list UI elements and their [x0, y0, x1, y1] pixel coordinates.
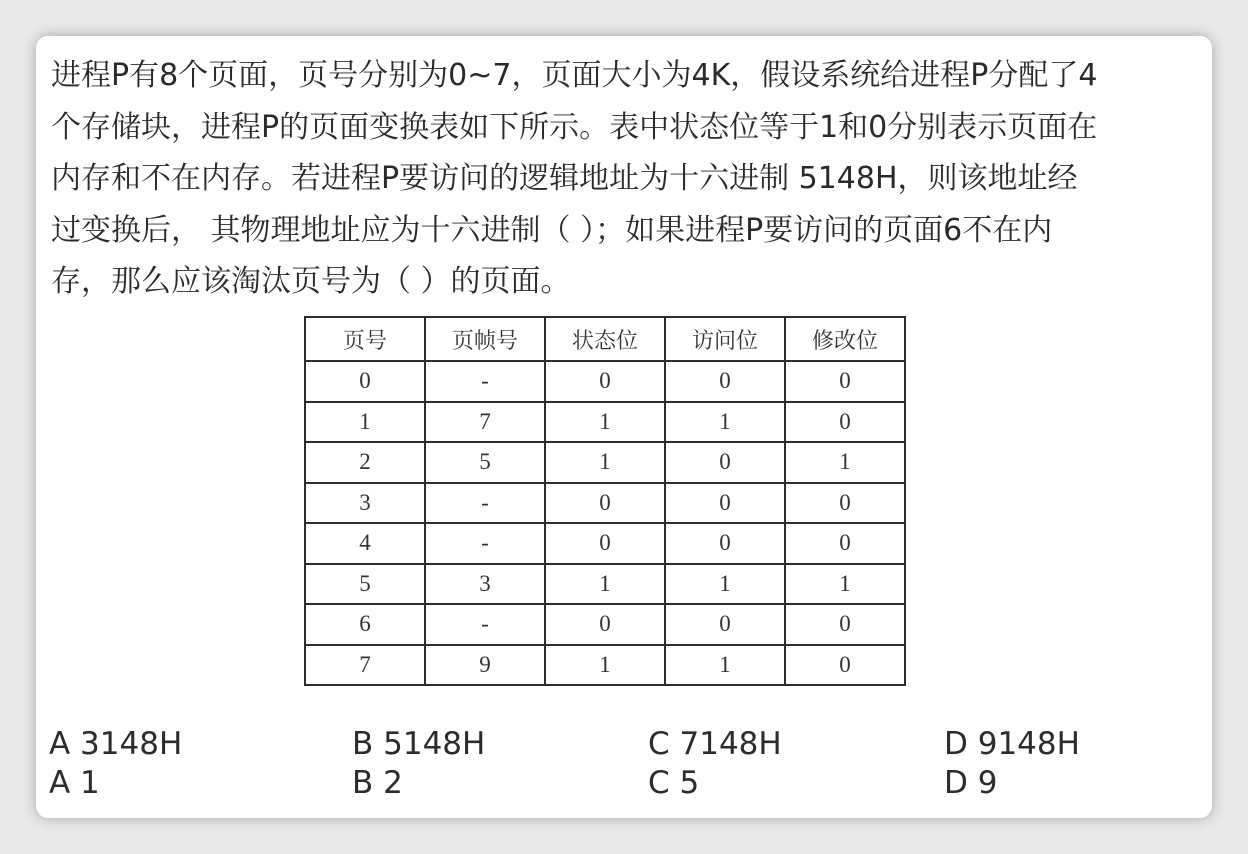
- cell-modify: 0: [785, 361, 905, 402]
- cell-modify: 0: [785, 523, 905, 564]
- options-row-q2: [49, 764, 1199, 803]
- cell-frame: 5: [425, 442, 545, 483]
- cell-page: 3: [305, 483, 425, 524]
- option-a[interactable]: A 3148H: [49, 726, 183, 762]
- cell-page: 1: [305, 402, 425, 443]
- question-line: 存，那么应该淘汰页号为（ ）的页面。: [51, 264, 571, 299]
- table-row: [305, 361, 905, 402]
- cell-frame: -: [425, 483, 545, 524]
- cell-modify: 1: [785, 564, 905, 605]
- options-row-q1: [49, 725, 1199, 764]
- table-row: [305, 604, 905, 645]
- table-row: [305, 523, 905, 564]
- cell-page: 4: [305, 523, 425, 564]
- table-row: [305, 645, 905, 686]
- table-row: [305, 483, 905, 524]
- cell-access: 0: [665, 483, 785, 524]
- option-d[interactable]: D 9: [944, 765, 998, 801]
- header-status-bit: 状态位: [545, 317, 665, 361]
- cell-access: 1: [665, 402, 785, 443]
- cell-page: 7: [305, 645, 425, 686]
- cell-status: 1: [545, 564, 665, 605]
- cell-frame: -: [425, 604, 545, 645]
- cell-page: 5: [305, 564, 425, 605]
- cell-status: 1: [545, 402, 665, 443]
- question-line: 内存和不在内存。若进程P要访问的逻辑地址为十六进制 5148H，则该地址经: [51, 161, 1078, 196]
- cell-status: 0: [545, 483, 665, 524]
- cell-modify: 0: [785, 604, 905, 645]
- question-text: [51, 50, 1207, 308]
- header-access-bit: 访问位: [665, 317, 785, 361]
- question-line: 过变换后， 其物理地址应为十六进制（ ）；如果进程P要访问的页面6不在内: [51, 212, 1053, 248]
- table-row: [305, 564, 905, 605]
- cell-page: 2: [305, 442, 425, 483]
- option-a[interactable]: A 1: [49, 765, 100, 801]
- table-row: [305, 442, 905, 483]
- cell-frame: 7: [425, 402, 545, 443]
- cell-status: 1: [545, 645, 665, 686]
- table-header-row: [305, 317, 905, 361]
- cell-modify: 0: [785, 483, 905, 524]
- header-frame-number: 页帧号: [425, 317, 545, 361]
- table-row: [305, 402, 905, 443]
- header-page-number: 页号: [305, 317, 425, 361]
- option-c[interactable]: C 5: [648, 765, 700, 801]
- cell-status: 1: [545, 442, 665, 483]
- cell-modify: 1: [785, 442, 905, 483]
- cell-frame: -: [425, 523, 545, 564]
- cell-access: 0: [665, 523, 785, 564]
- page-table: [304, 316, 906, 686]
- question-card: [36, 36, 1212, 818]
- cell-frame: 3: [425, 564, 545, 605]
- cell-status: 0: [545, 523, 665, 564]
- cell-page: 6: [305, 604, 425, 645]
- cell-access: 1: [665, 564, 785, 605]
- cell-frame: 9: [425, 645, 545, 686]
- option-c[interactable]: C 7148H: [648, 726, 782, 762]
- option-d[interactable]: D 9148H: [944, 726, 1080, 762]
- cell-page: 0: [305, 361, 425, 402]
- cell-modify: 0: [785, 645, 905, 686]
- header-modify-bit: 修改位: [785, 317, 905, 361]
- cell-modify: 0: [785, 402, 905, 443]
- question-line: 进程P有8个页面，页号分别为0~7，页面大小为4K，假设系统给进程P分配了4: [51, 58, 1098, 93]
- cell-frame: -: [425, 361, 545, 402]
- cell-access: 0: [665, 604, 785, 645]
- cell-status: 0: [545, 361, 665, 402]
- cell-access: 1: [665, 645, 785, 686]
- answer-options: [49, 725, 1199, 803]
- cell-access: 0: [665, 361, 785, 402]
- option-b[interactable]: B 2: [352, 765, 403, 801]
- option-b[interactable]: B 5148H: [352, 726, 486, 762]
- cell-access: 0: [665, 442, 785, 483]
- question-line: 个存储块，进程P的页面变换表如下所示。表中状态位等于1和0分别表示页面在: [51, 109, 1098, 145]
- cell-status: 0: [545, 604, 665, 645]
